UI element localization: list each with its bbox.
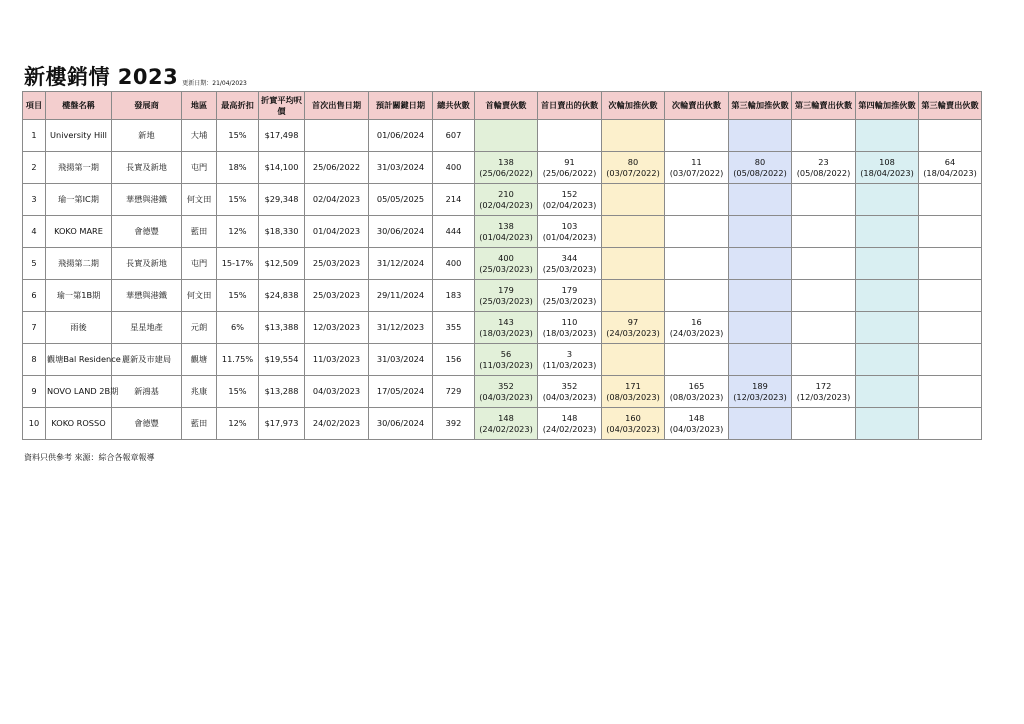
cell-date: (24/02/2023): [542, 423, 597, 434]
cell-count: 97: [627, 316, 639, 327]
table-cell: 瑜一第1B期: [46, 280, 112, 312]
table-cell: 18%: [217, 152, 259, 184]
table-cell: [665, 280, 729, 312]
table-row: [23, 248, 982, 280]
table-cell: [665, 312, 729, 344]
table-cell: 02/04/2023: [305, 184, 369, 216]
cell-date: (08/03/2023): [606, 391, 660, 402]
table-cell: KOKO ROSSO: [46, 408, 112, 440]
table-cell: 31/03/2024: [369, 344, 433, 376]
table-header-row: [23, 92, 982, 120]
table-row: [23, 152, 982, 184]
table-cell: 25/03/2023: [305, 280, 369, 312]
cell-count: 110: [561, 316, 578, 327]
table-cell: 長實及新地: [112, 152, 182, 184]
table-cell: 會德豐: [112, 408, 182, 440]
table-cell: 29/11/2024: [369, 280, 433, 312]
table-cell: [919, 152, 982, 184]
table-cell: [665, 408, 729, 440]
table-cell: $14,100: [259, 152, 305, 184]
table-cell: $13,388: [259, 312, 305, 344]
table-cell: [538, 376, 602, 408]
table-cell: [538, 312, 602, 344]
table-cell: [919, 376, 982, 408]
table-cell: [792, 216, 856, 248]
cell-count: 23: [818, 156, 829, 167]
cell-date: (05/08/2022): [733, 167, 787, 178]
cell-count: 103: [561, 220, 578, 231]
table-cell: NOVO LAND 2B期: [46, 376, 112, 408]
table-cell: [856, 120, 919, 152]
table-cell: 2: [23, 152, 46, 184]
table-cell: [602, 152, 665, 184]
cell-date: (25/03/2023): [542, 263, 597, 274]
table-cell: [305, 120, 369, 152]
table-cell: 華懋與港鐵: [112, 280, 182, 312]
table-cell: 15-17%: [217, 248, 259, 280]
column-header: 第三輪加推伙數: [729, 92, 792, 120]
table-cell: [792, 184, 856, 216]
cell-date: (25/03/2023): [479, 263, 533, 274]
table-cell: [729, 344, 792, 376]
table-cell: [729, 280, 792, 312]
table-cell: 新地: [112, 120, 182, 152]
table-cell: 飛揚第一期: [46, 152, 112, 184]
table-cell: 31/03/2024: [369, 152, 433, 184]
cell-date: (18/04/2023): [860, 167, 914, 178]
updated-date: 更新日期：21/04/2023: [182, 80, 247, 87]
table-cell: [538, 344, 602, 376]
table-cell: [792, 312, 856, 344]
table-cell: 屯門: [182, 152, 217, 184]
table-cell: 214: [433, 184, 475, 216]
table-cell: 7: [23, 312, 46, 344]
table-cell: [538, 120, 602, 152]
column-header: 第三輪賣出伙數: [919, 92, 982, 120]
table-cell: [602, 280, 665, 312]
cell-date: (01/04/2023): [542, 231, 597, 242]
table-cell: 屯門: [182, 248, 217, 280]
table-cell: 15%: [217, 184, 259, 216]
cell-date: (25/03/2023): [479, 295, 533, 306]
table-cell: [729, 312, 792, 344]
table-cell: 12%: [217, 408, 259, 440]
table-cell: 24/02/2023: [305, 408, 369, 440]
table-cell: 12/03/2023: [305, 312, 369, 344]
table-cell: [792, 120, 856, 152]
table-cell: 25/06/2022: [305, 152, 369, 184]
cell-date: (18/03/2023): [542, 327, 597, 338]
table-cell: $13,288: [259, 376, 305, 408]
table-row: [23, 344, 982, 376]
table-cell: $24,838: [259, 280, 305, 312]
cell-count: 80: [627, 156, 639, 167]
cell-count: 400: [498, 252, 514, 263]
column-header: 首日賣出的伙數: [538, 92, 602, 120]
table-cell: [729, 376, 792, 408]
table-cell: [475, 248, 538, 280]
table-cell: 4: [23, 216, 46, 248]
table-cell: [602, 344, 665, 376]
table-cell: [602, 120, 665, 152]
table-cell: [538, 408, 602, 440]
table-cell: [475, 312, 538, 344]
table-cell: [729, 120, 792, 152]
table-cell: 30/06/2024: [369, 216, 433, 248]
table-cell: 11/03/2023: [305, 344, 369, 376]
cell-date: (03/07/2022): [669, 167, 724, 178]
table-cell: 04/03/2023: [305, 376, 369, 408]
cell-count: 210: [498, 188, 514, 199]
cell-date: (25/06/2022): [542, 167, 597, 178]
table-cell: 25/03/2023: [305, 248, 369, 280]
title-row: [24, 64, 247, 90]
column-header: 發展商: [112, 92, 182, 120]
table-cell: 會德豐: [112, 216, 182, 248]
cell-date: (08/03/2023): [669, 391, 724, 402]
table-cell: [729, 216, 792, 248]
table-cell: [538, 280, 602, 312]
cell-date: (12/03/2023): [733, 391, 787, 402]
table-cell: [665, 184, 729, 216]
table-cell: 星星地產: [112, 312, 182, 344]
table-cell: [856, 184, 919, 216]
table-cell: 麗新及市建局: [112, 344, 182, 376]
cell-count: 344: [561, 252, 578, 263]
column-header: 首輪賣伙數: [475, 92, 538, 120]
table-cell: 444: [433, 216, 475, 248]
table-cell: 雨後: [46, 312, 112, 344]
column-header: 首次出售日期: [305, 92, 369, 120]
table-cell: 31/12/2024: [369, 248, 433, 280]
cell-count: 352: [498, 380, 514, 391]
table-cell: [856, 408, 919, 440]
cell-count: 3: [566, 348, 573, 359]
table-row: [23, 184, 982, 216]
table-cell: [475, 376, 538, 408]
table-cell: [475, 344, 538, 376]
cell-count: 148: [688, 412, 705, 423]
cell-count: 138: [498, 220, 514, 231]
table-cell: [792, 152, 856, 184]
table-cell: 400: [433, 248, 475, 280]
page-title: 新樓銷情 2023: [24, 65, 179, 89]
cell-date: (25/03/2023): [542, 295, 597, 306]
table-cell: 15%: [217, 376, 259, 408]
table-cell: 400: [433, 152, 475, 184]
cell-count: 11: [691, 156, 702, 167]
table-cell: 15%: [217, 120, 259, 152]
table-row: [23, 376, 982, 408]
table-cell: 31/12/2023: [369, 312, 433, 344]
table-cell: 30/06/2024: [369, 408, 433, 440]
table-cell: [919, 248, 982, 280]
table-row: [23, 280, 982, 312]
table-cell: [792, 344, 856, 376]
table-cell: 何文田: [182, 184, 217, 216]
cell-date: (04/03/2023): [479, 391, 533, 402]
table-cell: [729, 184, 792, 216]
table-cell: 6: [23, 280, 46, 312]
table-cell: [602, 376, 665, 408]
table-cell: [729, 248, 792, 280]
cell-date: (04/03/2023): [669, 423, 724, 434]
cell-date: (18/03/2023): [479, 327, 533, 338]
table-cell: $18,330: [259, 216, 305, 248]
cell-count: 16: [691, 316, 702, 327]
cell-date: (25/06/2022): [479, 167, 533, 178]
table-cell: 觀塘: [182, 344, 217, 376]
table-row: [23, 312, 982, 344]
column-header: 地區: [182, 92, 217, 120]
cell-date: (11/03/2023): [542, 359, 597, 370]
table-cell: [475, 408, 538, 440]
cell-date: (24/02/2023): [479, 423, 533, 434]
column-header: 總共伙數: [433, 92, 475, 120]
cell-count: 56: [500, 348, 512, 359]
table-cell: 15%: [217, 280, 259, 312]
table-cell: 飛揚第二期: [46, 248, 112, 280]
cell-date: (18/04/2023): [923, 167, 977, 178]
table-cell: 355: [433, 312, 475, 344]
table-cell: 183: [433, 280, 475, 312]
cell-count: 160: [625, 412, 641, 423]
column-header: 次輪加推伙數: [602, 92, 665, 120]
table-cell: 01/04/2023: [305, 216, 369, 248]
table-row: [23, 408, 982, 440]
table-cell: [856, 280, 919, 312]
table-cell: [919, 280, 982, 312]
table-cell: [475, 280, 538, 312]
table-cell: [602, 216, 665, 248]
table-cell: 10: [23, 408, 46, 440]
table-cell: 華懋與港鐵: [112, 184, 182, 216]
table-cell: 11.75%: [217, 344, 259, 376]
table-cell: [475, 216, 538, 248]
table-cell: 392: [433, 408, 475, 440]
sales-table: [22, 91, 982, 440]
table-cell: 12%: [217, 216, 259, 248]
table-cell: 大埔: [182, 120, 217, 152]
table-cell: [665, 216, 729, 248]
table-cell: [729, 152, 792, 184]
table-cell: [602, 408, 665, 440]
table-cell: [919, 408, 982, 440]
table-cell: [856, 152, 919, 184]
table-cell: [919, 120, 982, 152]
table-cell: [729, 408, 792, 440]
table-cell: 長實及新地: [112, 248, 182, 280]
cell-date: (04/03/2023): [606, 423, 660, 434]
table-cell: 5: [23, 248, 46, 280]
column-header: 次輪賣出伙數: [665, 92, 729, 120]
table-cell: [538, 152, 602, 184]
table-cell: 兆康: [182, 376, 217, 408]
table-cell: [665, 120, 729, 152]
column-header: 最高折扣: [217, 92, 259, 120]
source-note: 資料只供參考 來源：綜合各報章報導: [24, 453, 155, 462]
cell-count: 352: [561, 380, 578, 391]
table-cell: [856, 248, 919, 280]
table-cell: $29,348: [259, 184, 305, 216]
table-cell: [919, 184, 982, 216]
cell-date: (03/07/2022): [606, 167, 660, 178]
cell-date: (24/03/2023): [669, 327, 724, 338]
table-cell: [475, 152, 538, 184]
table-cell: 元朗: [182, 312, 217, 344]
table-cell: 瑜一第IC期: [46, 184, 112, 216]
cell-count: 80: [754, 156, 766, 167]
cell-date: (02/04/2023): [479, 199, 533, 210]
table-cell: 1: [23, 120, 46, 152]
table-cell: [475, 184, 538, 216]
cell-date: (05/08/2022): [796, 167, 851, 178]
table-cell: University Hill: [46, 120, 112, 152]
cell-count: 172: [815, 380, 832, 391]
column-header: 折實平均呎價: [259, 92, 305, 120]
table-cell: [856, 216, 919, 248]
cell-count: 138: [498, 156, 514, 167]
table-cell: [919, 344, 982, 376]
table-cell: 何文田: [182, 280, 217, 312]
table-cell: 729: [433, 376, 475, 408]
table-cell: $17,498: [259, 120, 305, 152]
table-cell: [665, 248, 729, 280]
table-cell: [665, 344, 729, 376]
cell-date: (12/03/2023): [796, 391, 851, 402]
table-row: [23, 120, 982, 152]
table-cell: 6%: [217, 312, 259, 344]
table-cell: [665, 376, 729, 408]
table-cell: $12,509: [259, 248, 305, 280]
column-header: 預計關鍵日期: [369, 92, 433, 120]
cell-count: 91: [564, 156, 575, 167]
table-cell: 觀塘Bal Residence: [46, 344, 112, 376]
cell-count: 64: [944, 156, 956, 167]
table-cell: [919, 216, 982, 248]
column-header: 樓盤名稱: [46, 92, 112, 120]
cell-count: 179: [498, 284, 514, 295]
table-cell: 156: [433, 344, 475, 376]
table-cell: 藍田: [182, 408, 217, 440]
table-row: [23, 216, 982, 248]
table-cell: 新鴻基: [112, 376, 182, 408]
table-cell: 藍田: [182, 216, 217, 248]
table-cell: [856, 376, 919, 408]
table-cell: 17/05/2024: [369, 376, 433, 408]
column-header: 第三輪賣出伙數: [792, 92, 856, 120]
table-cell: 8: [23, 344, 46, 376]
table-cell: 3: [23, 184, 46, 216]
cell-count: 171: [625, 380, 641, 391]
table-cell: [665, 152, 729, 184]
table-cell: [792, 248, 856, 280]
table-cell: [475, 120, 538, 152]
table-cell: KOKO MARE: [46, 216, 112, 248]
table-cell: [538, 216, 602, 248]
column-header: 第四輪加推伙數: [856, 92, 919, 120]
column-header: 項目: [23, 92, 46, 120]
cell-date: (24/03/2023): [606, 327, 660, 338]
cell-count: 189: [752, 380, 768, 391]
cell-count: 148: [498, 412, 514, 423]
table-cell: [602, 184, 665, 216]
cell-count: 165: [688, 380, 705, 391]
cell-date: (11/03/2023): [479, 359, 533, 370]
table-cell: 01/06/2024: [369, 120, 433, 152]
table-body: [23, 120, 982, 440]
table-cell: 9: [23, 376, 46, 408]
cell-date: (01/04/2023): [479, 231, 533, 242]
table-cell: [792, 376, 856, 408]
table-cell: $17,973: [259, 408, 305, 440]
table-cell: [602, 248, 665, 280]
cell-count: 148: [561, 412, 578, 423]
cell-count: 152: [561, 188, 578, 199]
table-cell: $19,554: [259, 344, 305, 376]
table-cell: [602, 312, 665, 344]
cell-date: (04/03/2023): [542, 391, 597, 402]
table-cell: [856, 312, 919, 344]
cell-count: 108: [879, 156, 895, 167]
table-cell: [792, 280, 856, 312]
cell-count: 143: [498, 316, 514, 327]
table-cell: [538, 184, 602, 216]
table-cell: [856, 344, 919, 376]
table-cell: 607: [433, 120, 475, 152]
table-cell: [538, 248, 602, 280]
table-cell: [919, 312, 982, 344]
table-cell: [792, 408, 856, 440]
cell-date: (02/04/2023): [542, 199, 597, 210]
table-cell: 05/05/2025: [369, 184, 433, 216]
cell-count: 179: [561, 284, 578, 295]
